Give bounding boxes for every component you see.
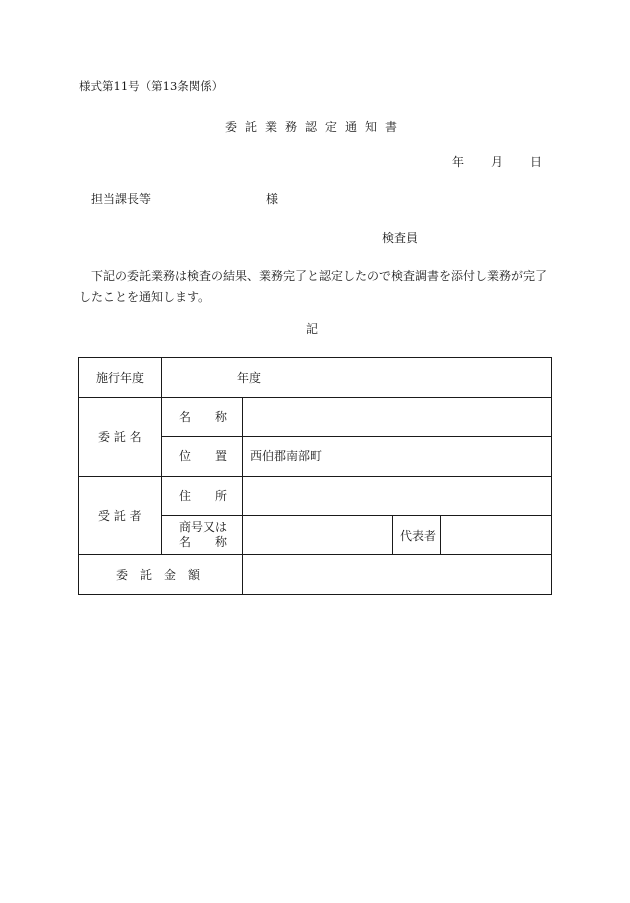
- row-divider: [79, 397, 551, 398]
- trade-name-label-line1: 商号又は: [179, 520, 228, 534]
- date-month: 月: [491, 155, 504, 169]
- inspector-label: 検査員: [382, 231, 419, 245]
- address-label: 住 所: [179, 489, 228, 503]
- row-divider: [161, 436, 551, 437]
- consignment-name-label: 委 託 名: [98, 430, 142, 444]
- row-divider: [79, 554, 551, 555]
- col-divider: [242, 397, 243, 554]
- addressee-honorific: 様: [266, 192, 279, 206]
- contractor-label: 受 託 者: [98, 509, 142, 523]
- col-divider: [161, 358, 162, 397]
- amount-label: 委 託 金 額: [116, 568, 201, 582]
- form-number: 様式第11号（第13条関係）: [79, 79, 224, 93]
- ki-label: 記: [306, 322, 319, 336]
- body-text: 下記の委託業務は検査の結果、業務完了と認定したので検査調書を添付し業務が完了したことを通知します。: [79, 269, 548, 304]
- row-divider: [161, 515, 551, 516]
- col-divider: [161, 397, 162, 554]
- fiscal-year-label: 施行年度: [96, 371, 145, 385]
- row-divider: [79, 476, 551, 477]
- col-divider: [242, 554, 243, 594]
- document-title: 委託業務認定通知書: [224, 120, 405, 134]
- location-value: 西伯郡南部町: [250, 449, 323, 463]
- representative-label: 代表者: [400, 529, 437, 543]
- trade-name-label-line2: 名 称: [179, 535, 228, 549]
- fiscal-year-value: 年度: [237, 371, 262, 385]
- date-year: 年: [452, 155, 465, 169]
- record-table: [78, 357, 552, 595]
- location-label: 位 置: [179, 449, 228, 463]
- col-divider: [392, 515, 393, 554]
- name-label: 名 称: [179, 410, 228, 424]
- addressee-name: 担当課長等: [91, 192, 152, 206]
- date-line: [452, 156, 542, 168]
- date-day: 日: [530, 155, 543, 169]
- col-divider: [440, 515, 441, 554]
